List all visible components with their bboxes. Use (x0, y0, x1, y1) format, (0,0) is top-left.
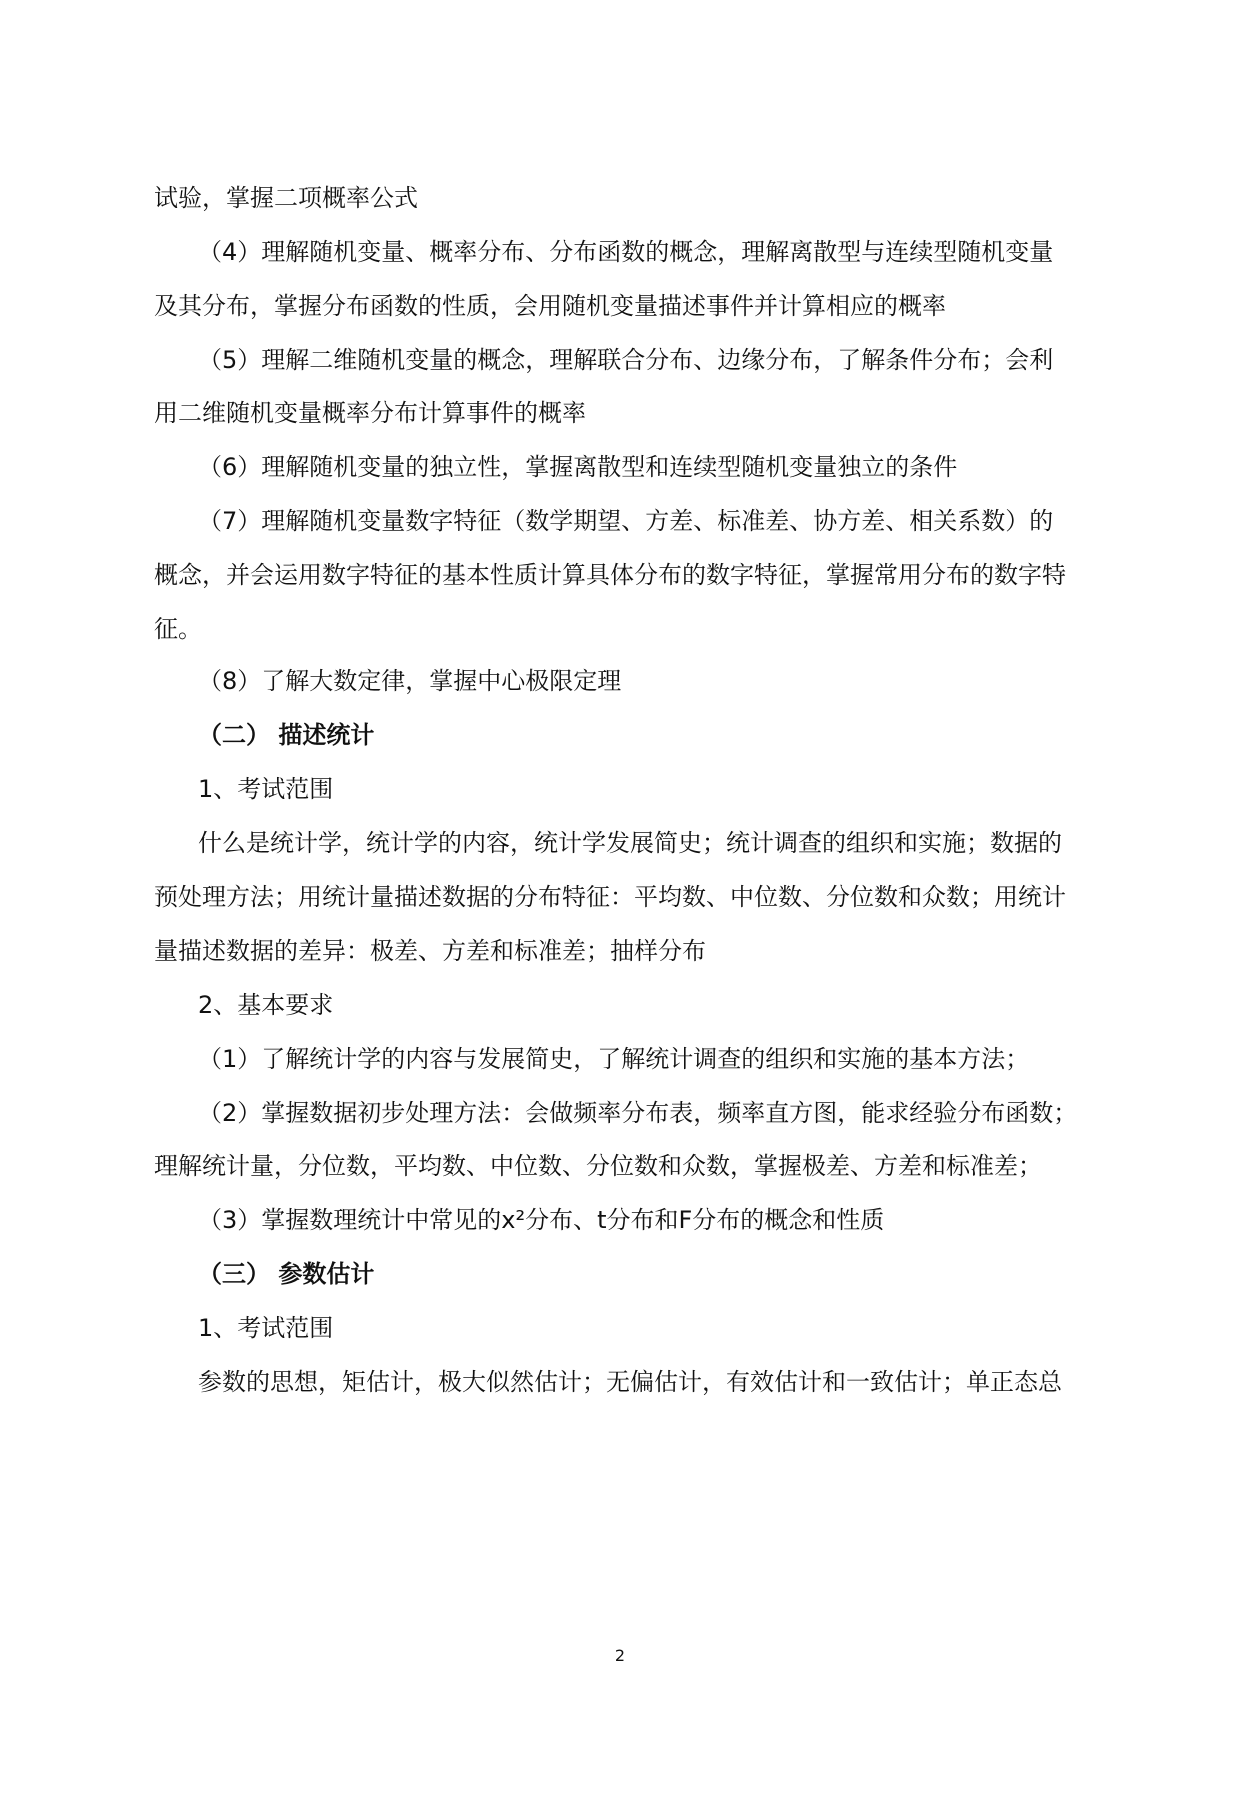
text-line: 用二维随机变量概率分布计算事件的概率 (154, 399, 586, 427)
text-line: （8）了解大数定律，掌握中心极限定理 (198, 667, 622, 695)
section-heading: （二） 描述统计 (198, 721, 375, 749)
text-line: 2、基本要求 (198, 991, 334, 1019)
text-line: 什么是统计学，统计学的内容，统计学发展简史；统计调查的组织和实施；数据的 (198, 829, 1062, 857)
text-line: 概念，并会运用数字特征的基本性质计算具体分布的数字特征，掌握常用分布的数字特 (154, 561, 1066, 589)
text-line: 1、考试范围 (198, 775, 334, 803)
text-line: 及其分布，掌握分布函数的性质，会用随机变量描述事件并计算相应的概率 (154, 292, 946, 320)
text-line: 参数的思想，矩估计，极大似然估计；无偏估计，有效估计和一致估计；单正态总 (198, 1368, 1062, 1396)
text-line: （7）理解随机变量数字特征（数学期望、方差、标准差、协方差、相关系数）的 (198, 507, 1054, 535)
text-line: （6）理解随机变量的独立性，掌握离散型和连续型随机变量独立的条件 (198, 453, 958, 481)
text-line: 征。 (154, 615, 202, 643)
text-line: （2）掌握数据初步处理方法：会做频率分布表，频率直方图，能求经验分布函数； (198, 1099, 1078, 1127)
section-heading: （三） 参数估计 (198, 1260, 375, 1288)
text-line: 理解统计量，分位数，平均数、中位数、分位数和众数，掌握极差、方差和标准差； (154, 1152, 1042, 1180)
text-line: （3）掌握数理统计中常见的x²分布、t分布和F分布的概念和性质 (198, 1206, 885, 1234)
text-line: （5）理解二维随机变量的概念，理解联合分布、边缘分布，了解条件分布；会利 (198, 346, 1054, 374)
text-line: （1）了解统计学的内容与发展简史，了解统计调查的组织和实施的基本方法； (198, 1045, 1030, 1073)
text-line: 1、考试范围 (198, 1314, 334, 1342)
text-line: 预处理方法；用统计量描述数据的分布特征：平均数、中位数、分位数和众数；用统计 (154, 883, 1066, 911)
text-line: 试验，掌握二项概率公式 (154, 184, 418, 212)
text-line: 量描述数据的差异：极差、方差和标准差；抽样分布 (154, 937, 706, 965)
text-line: （4）理解随机变量、概率分布、分布函数的概念，理解离散型与连续型随机变量 (198, 238, 1054, 266)
page-number: 2 (614, 1646, 626, 1665)
